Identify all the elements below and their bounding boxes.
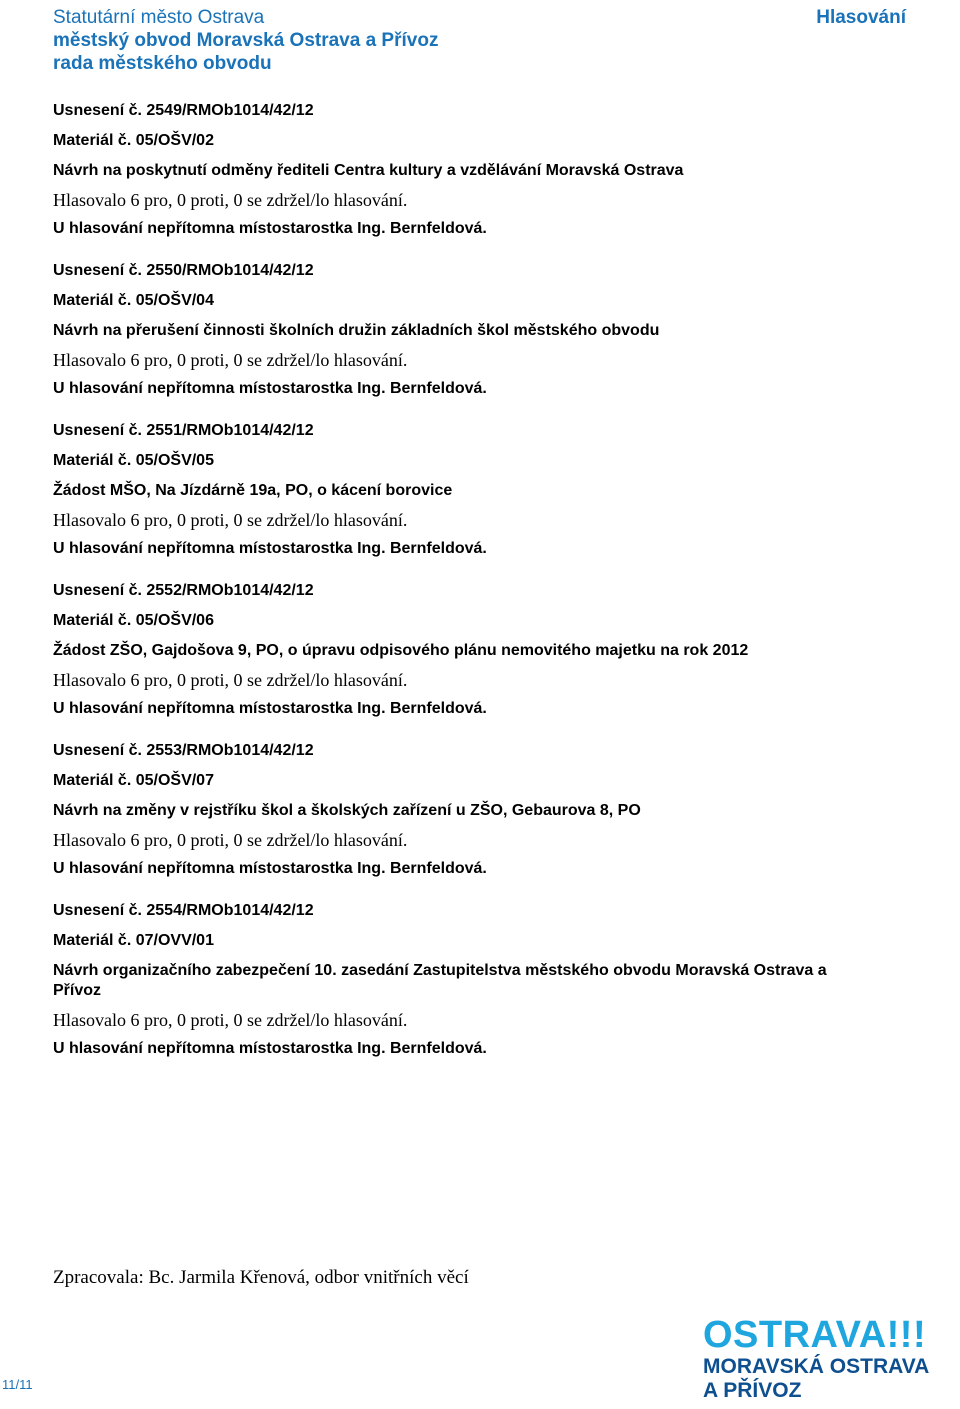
resolution-item	[53, 421, 853, 559]
org-council: rada městského obvodu	[53, 53, 272, 74]
absence-note: U hlasování nepřítomna místostarostka Ing. Bernfeldová.	[53, 1040, 487, 1057]
absence-note: U hlasování nepřítomna místostarostka Ing. Bernfeldová.	[53, 220, 487, 237]
vote-result: Hlasovalo 6 pro, 0 proti, 0 se zdržel/lo hlasování.	[53, 1010, 408, 1030]
resolution-title: Návrh na přerušení činnosti školních družin základních škol městského obvodu	[53, 322, 660, 339]
org-city: Statutární město Ostrava	[53, 7, 265, 28]
prepared-by: Zpracovala: Bc. Jarmila Křenová, odbor vnitřních věcí	[53, 1267, 469, 1288]
ostrava-logo	[703, 1315, 929, 1403]
absence-note: U hlasování nepřítomna místostarostka Ing. Bernfeldová.	[53, 380, 487, 397]
resolution-item	[53, 101, 853, 239]
resolution-title: Návrh na změny v rejstříku škol a školských zařízení u ZŠO, Gebaurova 8, PO	[53, 802, 641, 819]
material-number: Materiál č. 07/OVV/01	[53, 932, 214, 949]
absence-note: U hlasování nepřítomna místostarostka Ing. Bernfeldová.	[53, 540, 487, 557]
resolution-item	[53, 741, 853, 879]
material-number: Materiál č. 05/OŠV/06	[53, 612, 214, 629]
logo-sub-line1: MORAVSKÁ OSTRAVA	[703, 1355, 930, 1378]
logo-main-text: OSTRAVA!!!	[703, 1314, 927, 1356]
resolution-item	[53, 261, 853, 399]
resolution-number: Usnesení č. 2549/RMOb1014/42/12	[53, 102, 314, 119]
resolution-number: Usnesení č. 2550/RMOb1014/42/12	[53, 262, 314, 279]
material-number: Materiál č. 05/OŠV/02	[53, 132, 214, 149]
absence-note: U hlasování nepřítomna místostarostka Ing. Bernfeldová.	[53, 860, 487, 877]
section-title: Hlasování	[816, 7, 906, 28]
vote-result: Hlasovalo 6 pro, 0 proti, 0 se zdržel/lo hlasování.	[53, 190, 408, 210]
vote-result: Hlasovalo 6 pro, 0 proti, 0 se zdržel/lo hlasování.	[53, 350, 408, 370]
resolution-number: Usnesení č. 2551/RMOb1014/42/12	[53, 422, 314, 439]
material-number: Materiál č. 05/OŠV/05	[53, 452, 214, 469]
material-number: Materiál č. 05/OŠV/07	[53, 772, 214, 789]
logo-sub-line2: A PŘÍVOZ	[703, 1379, 802, 1402]
resolution-item	[53, 581, 853, 719]
resolution-number: Usnesení č. 2552/RMOb1014/42/12	[53, 582, 314, 599]
resolution-title: Žádost ZŠO, Gajdošova 9, PO, o úpravu odpisového plánu nemovitého majetku na rok 2012	[53, 642, 749, 659]
absence-note: U hlasování nepřítomna místostarostka Ing. Bernfeldová.	[53, 700, 487, 717]
vote-result: Hlasovalo 6 pro, 0 proti, 0 se zdržel/lo hlasování.	[53, 670, 408, 690]
org-district: městský obvod Moravská Ostrava a Přívoz	[53, 30, 439, 51]
header-organization	[53, 6, 438, 75]
material-number: Materiál č. 05/OŠV/04	[53, 292, 214, 309]
resolution-title: Návrh na poskytnutí odměny řediteli Centra kultury a vzdělávání Moravská Ostrava	[53, 162, 684, 179]
resolution-title: Návrh organizačního zabezpečení 10. zasedání Zastupitelstva městského obvodu Moravská Ostrava a Přívoz	[53, 962, 827, 999]
page-number: 11/11	[2, 1377, 33, 1392]
vote-result: Hlasovalo 6 pro, 0 proti, 0 se zdržel/lo hlasování.	[53, 830, 408, 850]
resolution-item	[53, 901, 853, 1059]
resolution-title: Žádost MŠO, Na Jízdárně 19a, PO, o kácení borovice	[53, 482, 453, 499]
resolutions-list	[53, 101, 853, 1081]
resolution-number: Usnesení č. 2553/RMOb1014/42/12	[53, 742, 314, 759]
resolution-number: Usnesení č. 2554/RMOb1014/42/12	[53, 902, 314, 919]
vote-result: Hlasovalo 6 pro, 0 proti, 0 se zdržel/lo hlasování.	[53, 510, 408, 530]
